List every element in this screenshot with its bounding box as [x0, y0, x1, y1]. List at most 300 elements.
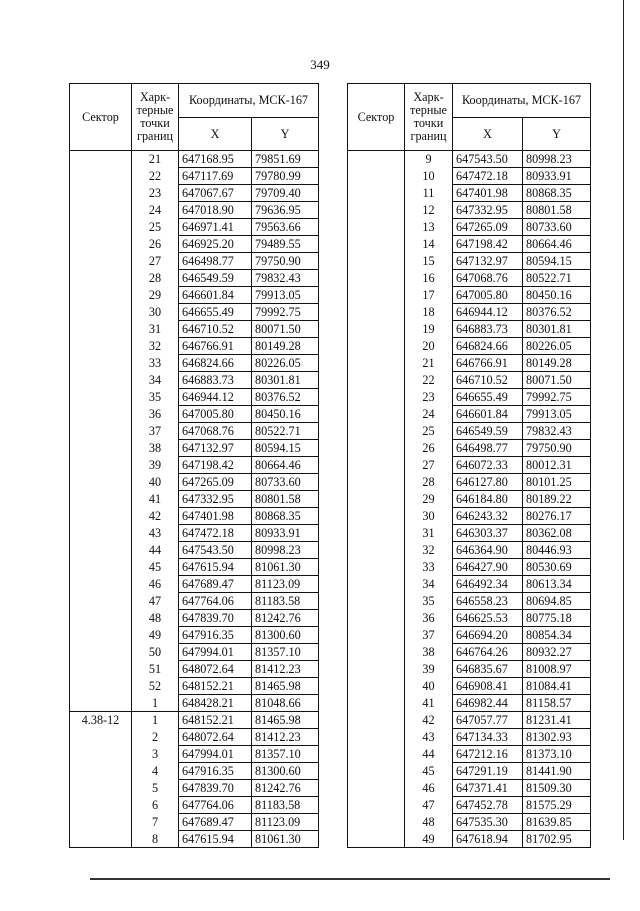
x-coordinate-cell: 647198.42 [453, 236, 523, 253]
y-coordinate-cell: 81509.30 [523, 780, 591, 797]
x-coordinate-cell: 648072.64 [179, 729, 252, 746]
sector-cell [348, 168, 405, 185]
y-coordinate-cell: 81300.60 [252, 763, 319, 780]
table-row [348, 746, 591, 763]
table-row [70, 831, 319, 848]
table-row [348, 151, 591, 168]
header-points: Харк-терные точки границ [132, 84, 179, 151]
table-row [70, 389, 319, 406]
y-coordinate-cell: 81183.58 [252, 593, 319, 610]
point-number-cell: 32 [405, 542, 453, 559]
table-row [348, 542, 591, 559]
sector-cell [70, 831, 132, 848]
y-coordinate-cell: 81412.23 [252, 661, 319, 678]
page-number: 349 [310, 57, 330, 72]
sector-cell [70, 729, 132, 746]
y-coordinate-cell: 80854.34 [523, 627, 591, 644]
x-coordinate-cell: 647615.94 [179, 831, 252, 848]
table-row [348, 610, 591, 627]
x-coordinate-cell: 647132.97 [453, 253, 523, 270]
table-row [348, 763, 591, 780]
point-number-cell: 39 [132, 457, 179, 474]
point-number-cell: 40 [132, 474, 179, 491]
y-coordinate-cell: 80149.28 [252, 338, 319, 355]
y-coordinate-cell: 79750.90 [523, 440, 591, 457]
y-coordinate-cell: 81412.23 [252, 729, 319, 746]
sector-cell [70, 780, 132, 797]
sector-cell [70, 797, 132, 814]
y-coordinate-cell: 79636.95 [252, 202, 319, 219]
table-row [70, 168, 319, 185]
y-coordinate-cell: 79832.43 [523, 423, 591, 440]
x-coordinate-cell: 647618.94 [453, 831, 523, 848]
y-coordinate-cell: 80189.22 [523, 491, 591, 508]
table-row [70, 610, 319, 627]
table-row [70, 746, 319, 763]
x-coordinate-cell: 647067.67 [179, 185, 252, 202]
x-coordinate-cell: 647839.70 [179, 780, 252, 797]
x-coordinate-cell: 647057.77 [453, 712, 523, 729]
table-row [348, 491, 591, 508]
table-row [70, 253, 319, 270]
y-coordinate-cell: 80522.71 [523, 270, 591, 287]
x-coordinate-cell: 647332.95 [179, 491, 252, 508]
scan-edge-right [623, 0, 624, 840]
table-row [348, 695, 591, 712]
sector-cell [70, 474, 132, 491]
point-number-cell: 34 [132, 372, 179, 389]
y-coordinate-cell: 81575.29 [523, 797, 591, 814]
table-row [70, 525, 319, 542]
point-number-cell: 8 [132, 831, 179, 848]
sector-cell [70, 219, 132, 236]
x-coordinate-cell: 646944.12 [179, 389, 252, 406]
sector-cell [70, 423, 132, 440]
sector-cell [348, 151, 405, 168]
point-number-cell: 18 [405, 304, 453, 321]
sector-cell [70, 644, 132, 661]
point-number-cell: 35 [132, 389, 179, 406]
sector-cell [70, 287, 132, 304]
sector-cell [70, 695, 132, 712]
y-coordinate-cell: 80301.81 [523, 321, 591, 338]
point-number-cell: 35 [405, 593, 453, 610]
x-coordinate-cell: 647764.06 [179, 593, 252, 610]
x-coordinate-cell: 647117.69 [179, 168, 252, 185]
sector-cell [70, 559, 132, 576]
y-coordinate-cell: 80933.91 [523, 168, 591, 185]
y-coordinate-cell: 81008.97 [523, 661, 591, 678]
table-row [70, 304, 319, 321]
y-coordinate-cell: 80868.35 [252, 508, 319, 525]
point-number-cell: 31 [132, 321, 179, 338]
x-coordinate-cell: 647764.06 [179, 797, 252, 814]
table-row [348, 831, 591, 848]
table-row [348, 729, 591, 746]
table-row [348, 304, 591, 321]
y-coordinate-cell: 81061.30 [252, 831, 319, 848]
header-sector: Сектор [70, 84, 132, 151]
coordinates-table-left [69, 83, 319, 848]
point-number-cell: 33 [132, 355, 179, 372]
sector-cell [348, 576, 405, 593]
table-row [70, 219, 319, 236]
y-coordinate-cell: 81158.57 [523, 695, 591, 712]
sector-cell [70, 321, 132, 338]
x-coordinate-cell: 646824.66 [453, 338, 523, 355]
point-number-cell: 48 [132, 610, 179, 627]
y-coordinate-cell: 80071.50 [252, 321, 319, 338]
point-number-cell: 9 [405, 151, 453, 168]
header-points: Харк-терные точки границ [405, 84, 453, 151]
table-row [348, 168, 591, 185]
x-coordinate-cell: 647839.70 [179, 610, 252, 627]
table-row [70, 423, 319, 440]
x-coordinate-cell: 646824.66 [179, 355, 252, 372]
point-number-cell: 37 [405, 627, 453, 644]
header-coordinates: Координаты, МСК-167 [453, 84, 591, 118]
table-row [70, 406, 319, 423]
x-coordinate-cell: 646549.59 [179, 270, 252, 287]
table-row [348, 287, 591, 304]
table-row [70, 474, 319, 491]
sector-cell [348, 423, 405, 440]
table-row [70, 457, 319, 474]
table-row [70, 508, 319, 525]
table-row [70, 491, 319, 508]
table-row [348, 678, 591, 695]
point-number-cell: 23 [132, 185, 179, 202]
x-coordinate-cell: 647689.47 [179, 814, 252, 831]
point-number-cell: 25 [132, 219, 179, 236]
y-coordinate-cell: 80071.50 [523, 372, 591, 389]
sector-cell [348, 746, 405, 763]
sector-cell [70, 168, 132, 185]
y-coordinate-cell: 79709.40 [252, 185, 319, 202]
y-coordinate-cell: 80101.25 [523, 474, 591, 491]
y-coordinate-cell: 81702.95 [523, 831, 591, 848]
point-number-cell: 15 [405, 253, 453, 270]
sector-cell [348, 457, 405, 474]
table-row [348, 559, 591, 576]
header-y: Y [523, 118, 591, 151]
y-coordinate-cell: 81061.30 [252, 559, 319, 576]
table-row [70, 185, 319, 202]
sector-cell [70, 593, 132, 610]
table-row [348, 780, 591, 797]
header-y: Y [252, 118, 319, 151]
y-coordinate-cell: 80522.71 [252, 423, 319, 440]
y-coordinate-cell: 80933.91 [252, 525, 319, 542]
point-number-cell: 24 [132, 202, 179, 219]
y-coordinate-cell: 81123.09 [252, 576, 319, 593]
sector-cell [70, 270, 132, 287]
right-table-body [348, 151, 591, 848]
x-coordinate-cell: 646498.77 [453, 440, 523, 457]
x-coordinate-cell: 647371.41 [453, 780, 523, 797]
x-coordinate-cell: 647472.18 [453, 168, 523, 185]
point-number-cell: 10 [405, 168, 453, 185]
table-row [348, 644, 591, 661]
point-number-cell: 1 [132, 695, 179, 712]
point-number-cell: 26 [132, 236, 179, 253]
table-row [70, 287, 319, 304]
table-row [348, 406, 591, 423]
y-coordinate-cell: 80613.34 [523, 576, 591, 593]
x-coordinate-cell: 646601.84 [453, 406, 523, 423]
point-number-cell: 22 [405, 372, 453, 389]
x-coordinate-cell: 646971.41 [179, 219, 252, 236]
sector-cell [348, 355, 405, 372]
x-coordinate-cell: 647265.09 [179, 474, 252, 491]
x-coordinate-cell: 646364.90 [453, 542, 523, 559]
sector-cell [348, 338, 405, 355]
x-coordinate-cell: 646710.52 [179, 321, 252, 338]
point-number-cell: 30 [405, 508, 453, 525]
sector-cell [348, 287, 405, 304]
point-number-cell: 29 [132, 287, 179, 304]
x-coordinate-cell: 647068.76 [453, 270, 523, 287]
y-coordinate-cell: 80301.81 [252, 372, 319, 389]
sector-cell [348, 559, 405, 576]
x-coordinate-cell: 646694.20 [453, 627, 523, 644]
x-coordinate-cell: 646710.52 [453, 372, 523, 389]
point-number-cell: 36 [132, 406, 179, 423]
sector-cell [348, 729, 405, 746]
table-row [348, 474, 591, 491]
point-number-cell: 28 [405, 474, 453, 491]
x-coordinate-cell: 646184.80 [453, 491, 523, 508]
x-coordinate-cell: 646549.59 [453, 423, 523, 440]
sector-cell [70, 202, 132, 219]
point-number-cell: 49 [132, 627, 179, 644]
x-coordinate-cell: 647994.01 [179, 644, 252, 661]
table-row [70, 372, 319, 389]
y-coordinate-cell: 81048.66 [252, 695, 319, 712]
sector-cell [70, 457, 132, 474]
table-row [70, 797, 319, 814]
sector-cell [348, 219, 405, 236]
point-number-cell: 13 [405, 219, 453, 236]
y-coordinate-cell: 81242.76 [252, 610, 319, 627]
point-number-cell: 48 [405, 814, 453, 831]
y-coordinate-cell: 79913.05 [252, 287, 319, 304]
table-row [70, 780, 319, 797]
table-row [348, 253, 591, 270]
y-coordinate-cell: 80932.27 [523, 644, 591, 661]
sector-cell [348, 593, 405, 610]
y-coordinate-cell: 81084.41 [523, 678, 591, 695]
x-coordinate-cell: 646492.34 [453, 576, 523, 593]
table-row [70, 763, 319, 780]
point-number-cell: 5 [132, 780, 179, 797]
table-row [348, 797, 591, 814]
y-coordinate-cell: 80801.58 [252, 491, 319, 508]
table-row [70, 270, 319, 287]
table-row [70, 559, 319, 576]
y-coordinate-cell: 80998.23 [252, 542, 319, 559]
point-number-cell: 12 [405, 202, 453, 219]
table-row [70, 236, 319, 253]
x-coordinate-cell: 647689.47 [179, 576, 252, 593]
y-coordinate-cell: 80801.58 [523, 202, 591, 219]
point-number-cell: 37 [132, 423, 179, 440]
sector-cell [348, 780, 405, 797]
table-row [70, 576, 319, 593]
y-coordinate-cell: 81441.90 [523, 763, 591, 780]
sector-cell [70, 304, 132, 321]
y-coordinate-cell: 80450.16 [523, 287, 591, 304]
sector-cell [348, 321, 405, 338]
point-number-cell: 34 [405, 576, 453, 593]
point-number-cell: 44 [132, 542, 179, 559]
point-number-cell: 28 [132, 270, 179, 287]
coordinates-table-right [347, 83, 591, 848]
x-coordinate-cell: 647005.80 [453, 287, 523, 304]
point-number-cell: 3 [132, 746, 179, 763]
table-row [348, 321, 591, 338]
sector-cell [70, 525, 132, 542]
x-coordinate-cell: 647291.19 [453, 763, 523, 780]
x-coordinate-cell: 647401.98 [179, 508, 252, 525]
x-coordinate-cell: 646072.33 [453, 457, 523, 474]
y-coordinate-cell: 80694.85 [523, 593, 591, 610]
sector-cell [348, 831, 405, 848]
table-row [348, 270, 591, 287]
x-coordinate-cell: 646655.49 [453, 389, 523, 406]
x-coordinate-cell: 647472.18 [179, 525, 252, 542]
sector-cell [348, 185, 405, 202]
sector-cell [348, 610, 405, 627]
y-coordinate-cell: 80775.18 [523, 610, 591, 627]
table-row [348, 814, 591, 831]
y-coordinate-cell: 81465.98 [252, 712, 319, 729]
table-row [348, 712, 591, 729]
sector-cell [70, 661, 132, 678]
sector-cell [70, 763, 132, 780]
point-number-cell: 30 [132, 304, 179, 321]
table-row [70, 202, 319, 219]
point-number-cell: 52 [132, 678, 179, 695]
y-coordinate-cell: 80868.35 [523, 185, 591, 202]
y-coordinate-cell: 79780.99 [252, 168, 319, 185]
x-coordinate-cell: 646127.80 [453, 474, 523, 491]
sector-cell [70, 236, 132, 253]
sector-cell [348, 712, 405, 729]
point-number-cell: 17 [405, 287, 453, 304]
point-number-cell: 44 [405, 746, 453, 763]
sector-cell [70, 185, 132, 202]
sector-cell [348, 542, 405, 559]
header-sector: Сектор [348, 84, 405, 151]
y-coordinate-cell: 81357.10 [252, 746, 319, 763]
y-coordinate-cell: 81302.93 [523, 729, 591, 746]
y-coordinate-cell: 80226.05 [523, 338, 591, 355]
sector-cell [348, 525, 405, 542]
table-row [348, 593, 591, 610]
sector-cell [70, 508, 132, 525]
x-coordinate-cell: 646835.67 [453, 661, 523, 678]
table-row [70, 678, 319, 695]
sector-cell [348, 678, 405, 695]
x-coordinate-cell: 647543.50 [453, 151, 523, 168]
point-number-cell: 36 [405, 610, 453, 627]
table-row [70, 542, 319, 559]
sector-cell [348, 253, 405, 270]
sector-cell [70, 610, 132, 627]
table-row [70, 814, 319, 831]
y-coordinate-cell: 81242.76 [252, 780, 319, 797]
point-number-cell: 26 [405, 440, 453, 457]
header-coordinates: Координаты, МСК-167 [179, 84, 319, 118]
sector-cell [348, 406, 405, 423]
y-coordinate-cell: 81373.10 [523, 746, 591, 763]
point-number-cell: 25 [405, 423, 453, 440]
sector-cell [70, 440, 132, 457]
point-number-cell: 41 [132, 491, 179, 508]
point-number-cell: 45 [405, 763, 453, 780]
x-coordinate-cell: 647005.80 [179, 406, 252, 423]
point-number-cell: 47 [132, 593, 179, 610]
y-coordinate-cell: 80998.23 [523, 151, 591, 168]
sector-cell [70, 746, 132, 763]
sector-cell [348, 695, 405, 712]
point-number-cell: 45 [132, 559, 179, 576]
point-number-cell: 38 [405, 644, 453, 661]
table-row [348, 440, 591, 457]
table-row [348, 508, 591, 525]
point-number-cell: 6 [132, 797, 179, 814]
table-row [70, 661, 319, 678]
table-row [348, 525, 591, 542]
x-coordinate-cell: 646925.20 [179, 236, 252, 253]
table-row [348, 372, 591, 389]
x-coordinate-cell: 648152.21 [179, 678, 252, 695]
table-row [70, 729, 319, 746]
x-coordinate-cell: 646944.12 [453, 304, 523, 321]
x-coordinate-cell: 646427.90 [453, 559, 523, 576]
table-row [70, 151, 319, 168]
point-number-cell: 4 [132, 763, 179, 780]
x-coordinate-cell: 646883.73 [453, 321, 523, 338]
sector-cell [348, 304, 405, 321]
point-number-cell: 20 [405, 338, 453, 355]
point-number-cell: 31 [405, 525, 453, 542]
table-row [70, 321, 319, 338]
point-number-cell: 46 [405, 780, 453, 797]
point-number-cell: 21 [132, 151, 179, 168]
x-coordinate-cell: 646764.26 [453, 644, 523, 661]
y-coordinate-cell: 80733.60 [523, 219, 591, 236]
point-number-cell: 23 [405, 389, 453, 406]
y-coordinate-cell: 79750.90 [252, 253, 319, 270]
table-row [348, 661, 591, 678]
y-coordinate-cell: 80012.31 [523, 457, 591, 474]
x-coordinate-cell: 646558.23 [453, 593, 523, 610]
table-row [348, 457, 591, 474]
point-number-cell: 47 [405, 797, 453, 814]
point-number-cell: 32 [132, 338, 179, 355]
sector-cell [70, 372, 132, 389]
table-row [348, 236, 591, 253]
point-number-cell: 29 [405, 491, 453, 508]
x-coordinate-cell: 647265.09 [453, 219, 523, 236]
sector-cell [348, 508, 405, 525]
table-row [348, 355, 591, 372]
table-row [70, 695, 319, 712]
point-number-cell: 16 [405, 270, 453, 287]
left-table-body [70, 151, 319, 848]
